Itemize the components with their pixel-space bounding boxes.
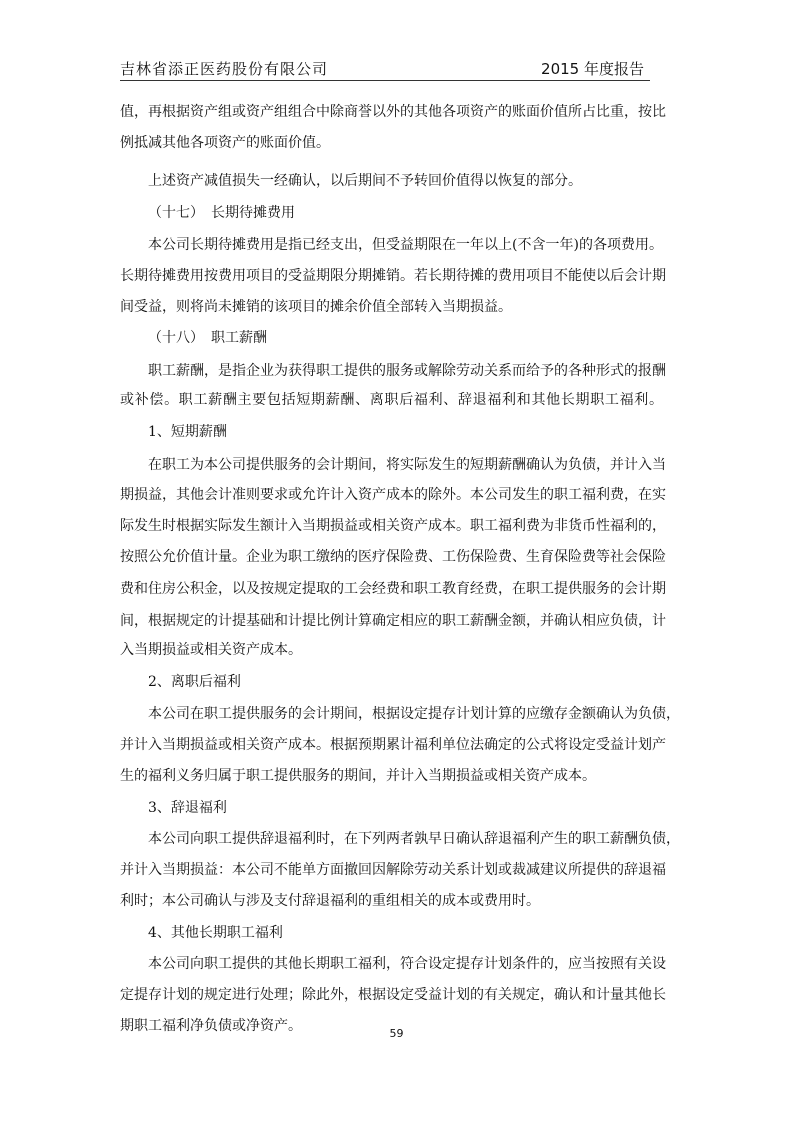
page-header	[120, 56, 650, 81]
text-line: 本公司向职工提供辞退福利时，在下列两者孰早日确认辞退福利产生的职工薪酬负债，	[148, 831, 680, 847]
text-line: 长期待摊费用按费用项目的受益期限分期摊销。若长期待摊的费用项目不能使以后会计期	[120, 268, 666, 284]
report-title: 2015 年度报告	[541, 60, 644, 78]
subsection-heading: 1、短期薪酬	[148, 424, 227, 440]
text-line: 期损益，其他会计准则要求或允许计入资产成本的除外。本公司发生的职工福利费，在实	[120, 487, 666, 503]
text-line: 入当期损益或相关资产成本。	[120, 642, 302, 658]
subsection-heading: 2、离职后福利	[148, 674, 241, 690]
subsection-heading: 3、辞退福利	[148, 800, 227, 816]
page-number: 59	[389, 1027, 404, 1040]
text-line: 或补偿。职工薪酬主要包括短期薪酬、离职后福利、辞退福利和其他长期职工福利。	[120, 392, 663, 408]
text-line: 本公司长期待摊费用是指已经支出，但受益期限在一年以上(不含一年)的各项费用。	[148, 237, 663, 253]
text-line: 上述资产减值损失一经确认，以后期间不予转回价值得以恢复的部分。	[148, 173, 582, 189]
text-line: 本公司在职工提供服务的会计期间，根据设定提存计划计算的应缴存金额确认为负债，	[148, 706, 680, 722]
text-line: 本公司向职工提供的其他长期职工福利，符合设定提存计划条件的，应当按照有关设	[148, 956, 666, 972]
text-line: 期职工福利净负债或净资产。	[120, 1018, 302, 1034]
text-line: 在职工为本公司提供服务的会计期间，将实际发生的短期薪酬确认为负债，并计入当	[148, 457, 666, 473]
text-line: 并计入当期损益或相关资产成本。根据预期累计福利单位法确定的公式将设定受益计划产	[120, 737, 666, 753]
subsection-heading: 4、其他长期职工福利	[148, 925, 283, 941]
text-line: 职工薪酬，是指企业为获得职工提供的服务或解除劳动关系而给予的各种形式的报酬	[148, 363, 666, 379]
text-line: 利时；本公司确认与涉及支付辞退福利的重组相关的成本或费用时。	[120, 893, 540, 909]
text-line: 间受益，则将尚未摊销的该项目的摊余价值全部转入当期损益。	[120, 299, 512, 315]
company-name: 吉林省添正医药股份有限公司	[120, 60, 329, 78]
text-line: 按照公允价值计量。企业为职工缴纳的医疗保险费、工伤保险费、生育保险费等社会保险	[120, 549, 666, 565]
text-line: 费和住房公积金，以及按规定提取的工会经费和职工教育经费，在职工提供服务的会计期	[120, 581, 666, 597]
text-line: 并计入当期损益：本公司不能单方面撤回因解除劳动关系计划或裁减建议所提供的辞退福	[120, 862, 666, 878]
text-line: 定提存计划的规定进行处理；除此外，根据设定受益计划的有关规定，确认和计量其他长	[120, 987, 666, 1003]
section-heading: （十八） 职工薪酬	[148, 330, 267, 346]
text-line: 例抵减其他各项资产的账面价值。	[120, 135, 330, 151]
text-line: 际发生时根据实际发生额计入当期损益或相关资产成本。职工福利费为非货币性福利的，	[120, 518, 666, 534]
text-line: 值，再根据资产组或资产组组合中除商誉以外的其他各项资产的账面价值所占比重，按比	[120, 104, 666, 120]
text-line: 间，根据规定的计提基础和计提比例计算确定相应的职工薪酬金额，并确认相应负债，计	[120, 613, 666, 629]
section-heading: （十七） 长期待摊费用	[148, 205, 295, 221]
text-line: 生的福利义务归属于职工提供服务的期间，并计入当期损益或相关资产成本。	[120, 768, 596, 784]
